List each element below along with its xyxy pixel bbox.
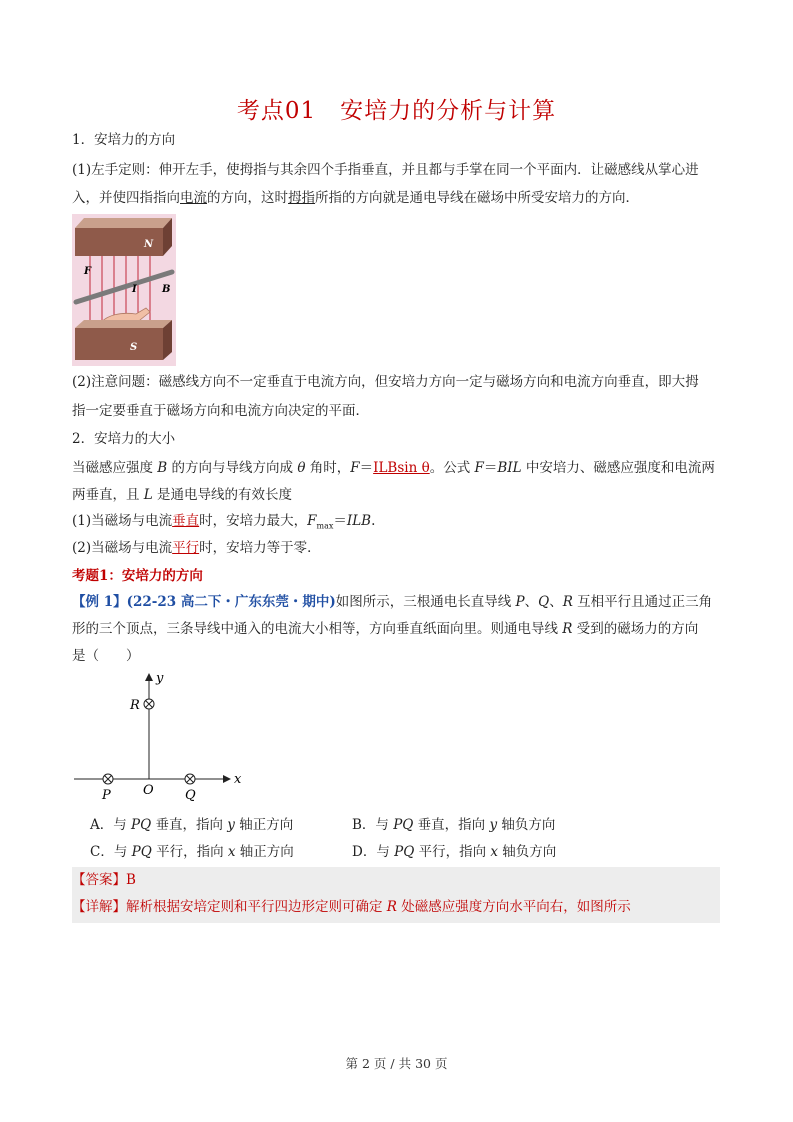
- text: 入，并使四指指向: [72, 190, 180, 206]
- var-r: R: [562, 621, 573, 637]
- text: 时，安培力等于零．: [199, 540, 321, 556]
- current-label: I: [132, 284, 137, 295]
- text: 受到的磁场力的方向: [572, 621, 699, 637]
- example-source: (22-23 高二下・广东东莞・期中): [126, 594, 336, 610]
- var-pq: PQ: [394, 844, 415, 860]
- var-pq: PQ: [131, 817, 152, 833]
- subscript-max: max: [316, 521, 334, 531]
- y-axis-label: y: [156, 671, 164, 686]
- origin-label: O: [143, 783, 154, 798]
- text: 如图所示，三根通电长直导线: [335, 594, 516, 610]
- topic-heading: 考题1：安培力的方向: [72, 568, 203, 584]
- text: 垂直，指向: [413, 817, 490, 833]
- text: 轴正方向: [234, 817, 294, 833]
- note-line-1: (2)注意问题：磁感线方向不一定垂直于电流方向，但安培力方向一定与磁场方向和电流方向垂直，即大拇: [72, 374, 699, 390]
- var-p: P: [515, 594, 525, 610]
- magnitude-line-4: [72, 537, 321, 559]
- south-label: S: [130, 342, 138, 353]
- left-hand-rule-figure: [72, 214, 176, 366]
- field-label: B: [162, 284, 171, 295]
- text: D．与: [352, 844, 395, 860]
- section-heading-magnitude: 2．安培力的大小: [72, 431, 176, 447]
- page-footer: 第 2 页 / 共 30 页: [345, 1056, 448, 1071]
- magnitude-line-1: [72, 457, 715, 479]
- var-axis: y: [227, 817, 235, 833]
- text: 的方向与导线方向成: [167, 460, 298, 476]
- var-f: F: [474, 460, 484, 476]
- text: 形的三个顶点，三条导线中通入的电流大小相等，方向垂直纸面向里。则通电导线: [72, 621, 563, 637]
- answer-line: [72, 869, 136, 891]
- option-c[interactable]: [90, 841, 294, 863]
- text: ＝: [333, 513, 347, 529]
- text: 互相平行且通过正三角: [572, 594, 713, 610]
- text: 处磁感应强度方向水平向右，如图所示: [396, 899, 631, 915]
- var-ilb: ILB: [346, 513, 372, 529]
- answer-value: B: [126, 872, 136, 888]
- text: 轴正方向: [235, 844, 294, 860]
- var-theta: θ: [297, 460, 306, 476]
- example-line-1: [72, 591, 712, 613]
- var-b: B: [157, 460, 168, 476]
- text: 轴负方向: [498, 844, 557, 860]
- text: 。公式: [429, 460, 475, 476]
- text: 、: [524, 594, 539, 610]
- text: (1)当磁场与电流: [72, 513, 173, 529]
- text: A．与: [90, 817, 132, 833]
- text: 角时，: [305, 460, 351, 476]
- wire-r-label: R: [130, 698, 140, 713]
- text: .: [371, 513, 376, 529]
- var-f: F: [350, 460, 360, 476]
- text: 平行，指向: [151, 844, 228, 860]
- magnitude-line-3: [72, 510, 375, 538]
- note-line-2: 指一定要垂直于磁场方向和电流方向决定的平面．: [72, 403, 369, 419]
- var-axis: x: [227, 844, 236, 860]
- text: 时，安培力最大，: [199, 513, 308, 529]
- text: 、: [549, 594, 563, 610]
- detail-line: [72, 896, 631, 918]
- text: ＝: [359, 460, 374, 476]
- text: ＝: [483, 460, 498, 476]
- wire-q: [185, 774, 195, 784]
- option-b[interactable]: [352, 814, 555, 836]
- example-tag: 【例 1】: [72, 594, 127, 610]
- text: 中安培力、磁感应强度和电流两: [521, 460, 715, 476]
- text: 当磁感应强度: [72, 460, 158, 476]
- example-line-3: 是（ ）: [72, 648, 140, 664]
- text: 两垂直，且: [72, 487, 144, 503]
- var-f: F: [307, 513, 317, 529]
- var-pq: PQ: [131, 844, 152, 860]
- text: 轴负方向: [497, 817, 556, 833]
- wire-p: [103, 774, 113, 784]
- formula-ilbsin: ILBsin θ: [373, 460, 430, 476]
- var-q: Q: [538, 594, 550, 610]
- left-hand-rule-line-2: [72, 187, 639, 209]
- north-label: N: [144, 239, 154, 250]
- option-a[interactable]: [90, 814, 293, 836]
- underlined-perpendicular: 垂直: [172, 513, 200, 529]
- wire-q-label: Q: [185, 788, 196, 802]
- magnitude-line-2: [72, 484, 292, 506]
- text: 垂直，指向: [151, 817, 228, 833]
- var-pq: PQ: [393, 817, 414, 833]
- var-r: R: [386, 899, 397, 915]
- detail-tag: 【详解】: [72, 899, 126, 915]
- text: B．与: [352, 817, 394, 833]
- var-bil: BIL: [497, 460, 522, 476]
- underlined-parallel: 平行: [172, 540, 200, 556]
- text: 平行，指向: [414, 844, 491, 860]
- answer-tag: 【答案】: [72, 872, 126, 888]
- wire-coordinate-diagram: [72, 668, 252, 802]
- underlined-thumb: 拇指: [288, 190, 315, 206]
- option-d[interactable]: [352, 841, 556, 863]
- wire-p-label: P: [102, 788, 111, 802]
- underlined-current: 电流: [180, 190, 207, 206]
- example-line-2: [72, 618, 698, 640]
- section-heading-direction: 1．安培力的方向: [72, 132, 176, 148]
- force-label: F: [84, 266, 92, 277]
- x-axis-label: x: [234, 772, 242, 787]
- text: C．与: [90, 844, 132, 860]
- text: 的方向，这时: [207, 190, 288, 206]
- var-r: R: [562, 594, 573, 610]
- left-hand-rule-line-1: (1)左手定则：伸开左手，使拇指与其余四个手指垂直，并且都与手掌在同一个平面内．让磁感线从掌心进: [72, 162, 699, 178]
- var-axis: x: [490, 844, 498, 860]
- var-l: L: [143, 487, 153, 503]
- text: 所指的方向就是通电导线在磁场中所受安培力的方向．: [315, 190, 639, 206]
- text: 是通电导线的有效长度: [152, 487, 293, 503]
- wire-r: [144, 699, 154, 709]
- var-axis: y: [489, 817, 498, 833]
- text: (2)当磁场与电流: [72, 540, 173, 556]
- text: 解析根据安培定则和平行四边形定则可确定: [126, 899, 387, 915]
- page-title: 考点01 安培力的分析与计算: [236, 98, 557, 124]
